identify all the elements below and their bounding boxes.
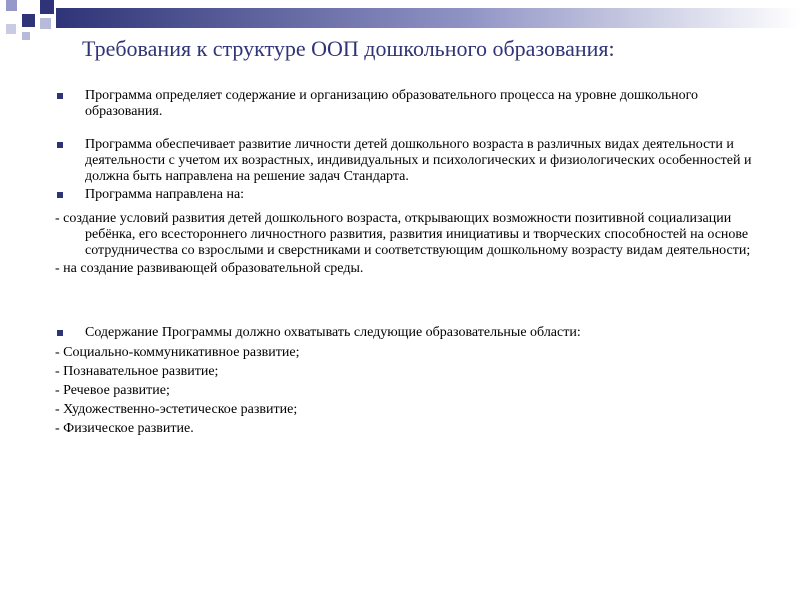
header-gradient-bar (56, 8, 800, 28)
dash-text: - Социально-коммуникативное развитие; (55, 345, 300, 360)
slide-title: Требования к структуре ООП дошкольного образования: (82, 36, 615, 61)
bullet-text: Содержание Программы должно охватывать следующие образовательные области: (85, 325, 581, 340)
dash-text: - на создание развивающей образовательной среды. (55, 261, 364, 276)
bullet-item (55, 137, 770, 185)
deco-square (6, 24, 16, 34)
dash-text: - Познавательное развитие; (55, 364, 219, 379)
bullet-text: Программа определяет содержание и организацию образовательного процесса на уровне дошкольного образования. (85, 88, 698, 119)
slide-content (55, 88, 770, 437)
dash-item (55, 345, 770, 361)
bullet-item (55, 325, 770, 341)
deco-square (22, 32, 30, 40)
deco-square (6, 0, 17, 11)
dash-text: - создание условий развития детей дошкольного возраста, открывающих возможности позитивной социализации ребёнка, его всестороннего личностного развития, развития инициативы и творческих способностей на основе сотрудничества со взрослыми и сверстниками и соответствующим дошкольному возрасту видам деятельности; (55, 211, 751, 258)
dash-text: - Художественно-эстетическое развитие; (55, 402, 298, 417)
dash-text: - Речевое развитие; (55, 383, 170, 398)
square-bullet-icon (57, 330, 63, 336)
dash-item (55, 402, 770, 418)
dash-item (55, 364, 770, 380)
dash-item (55, 421, 770, 437)
bullet-item (55, 187, 770, 203)
square-bullet-icon (57, 93, 63, 99)
square-bullet-icon (57, 192, 63, 198)
dash-item (55, 383, 770, 399)
dash-item (55, 261, 770, 277)
dash-item (55, 211, 770, 259)
dash-text: - Физическое развитие. (55, 421, 194, 436)
deco-square (22, 14, 35, 27)
deco-square (40, 18, 51, 29)
bullet-text: Программа направлена на: (85, 187, 245, 202)
square-bullet-icon (57, 142, 63, 148)
bullet-text: Программа обеспечивает развитие личности детей дошкольного возраста в различных видах деятельности и деятельности с учетом их возрастных, индивидуальных и психологических и физиологических особенностей и должна быть направлена на решение задач Стандарта. (85, 137, 752, 184)
deco-square (40, 0, 54, 14)
bullet-item (55, 88, 770, 120)
